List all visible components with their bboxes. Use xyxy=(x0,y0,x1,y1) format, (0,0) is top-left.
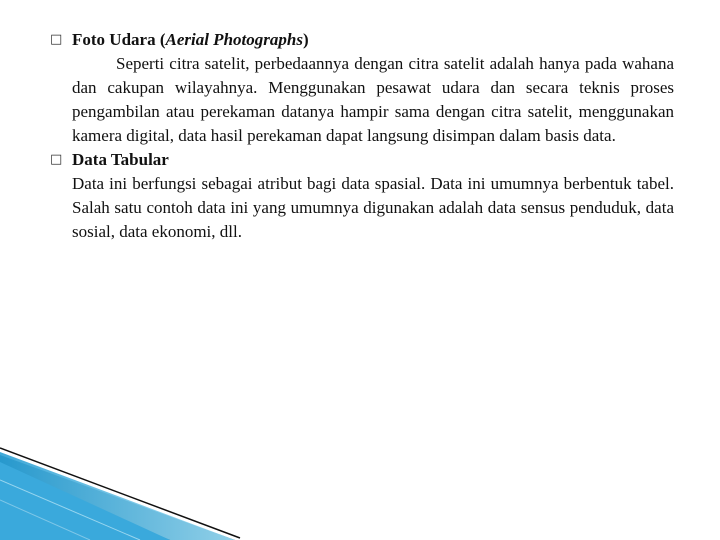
square-bullet-icon: □ xyxy=(50,32,63,47)
item-paragraph: Seperti citra satelit, perbedaannya dengan citra satelit adalah hanya pada wahana dan cakupan wilayahnya. Menggunakan pesawat udara dan secara teknis proses pengambilan atau perekaman datanya hampir sama dengan citra satelit, menggunakan kamera digital, data hasil perekaman dapat langsung disimpan dalam basis data. xyxy=(72,54,674,145)
heading-italic-text: Aerial Photographs xyxy=(165,30,303,49)
heading-close: ) xyxy=(302,30,309,49)
item-heading: Data Tabular xyxy=(72,150,169,169)
list-item-aerial-photo xyxy=(50,28,674,148)
slide-content xyxy=(50,28,674,244)
heading-text: Foto Udara ( xyxy=(72,30,166,49)
square-bullet-icon: □ xyxy=(50,152,63,167)
item-heading xyxy=(72,28,674,52)
item-paragraph: Data ini berfungsi sebagai atribut bagi data spasial. Data ini umumnya berbentuk tabel. Salah satu contoh data ini yang umumnya digunakan adalah data sensus penduduk, data sosial, data ekonomi, dll. xyxy=(72,174,674,241)
list-item-tabular-data xyxy=(50,148,674,244)
